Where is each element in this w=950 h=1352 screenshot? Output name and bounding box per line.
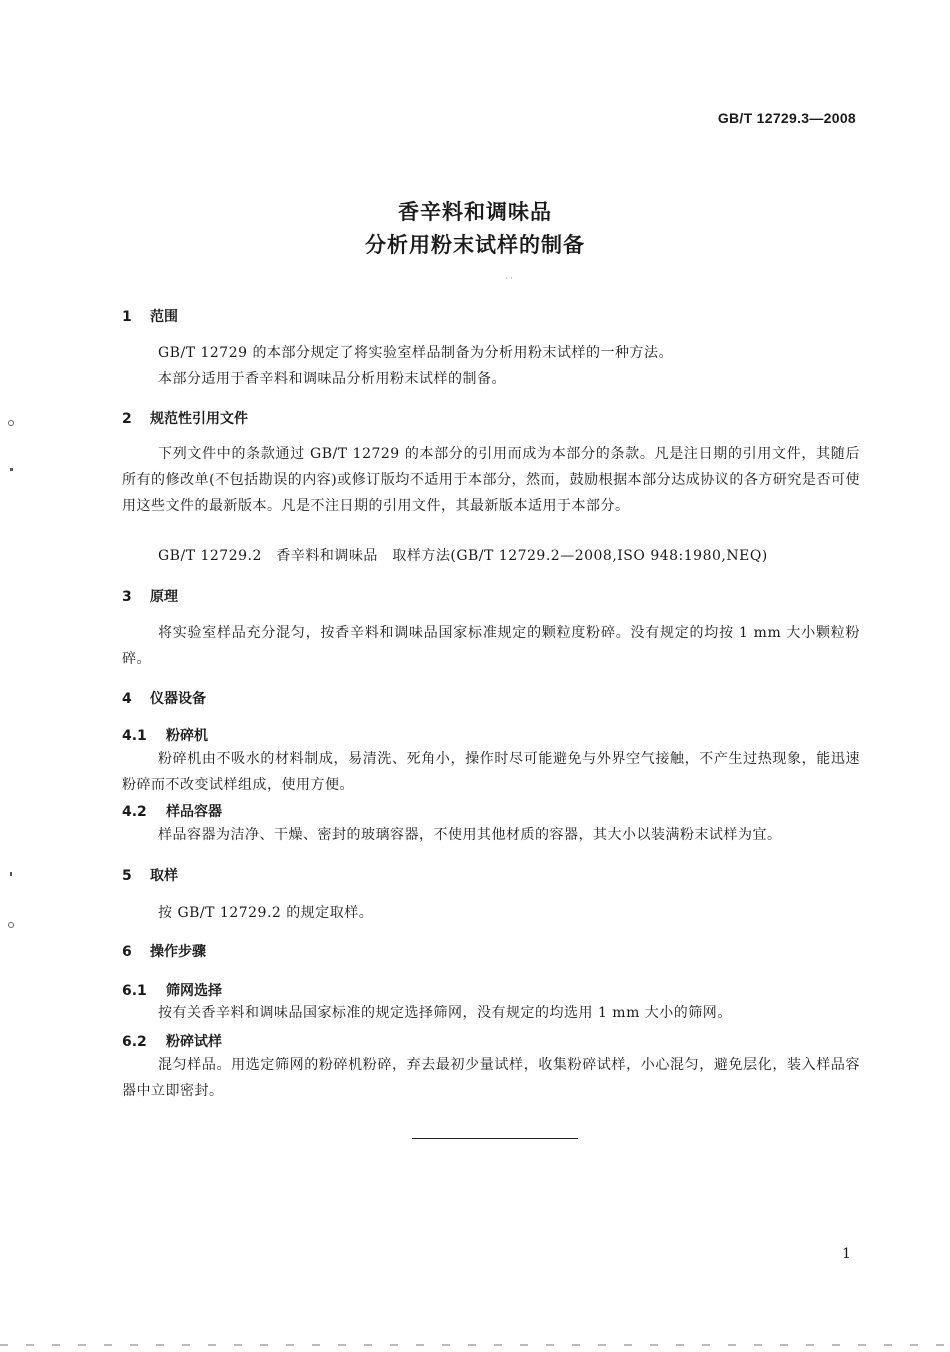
document-title-line2: 分析用粉末试样的制备: [365, 233, 585, 257]
section-6-2-para: 混匀样品。用选定筛网的粉碎机粉碎，弃去最初少量试样，收集粉碎试样，小心混匀，避免层化，装入样品容器中立即密封。: [122, 1057, 860, 1099]
section-number: 6: [122, 944, 132, 960]
section-number: 1: [122, 309, 132, 325]
section-title: 取样: [150, 868, 178, 884]
subsection-title: 样品容器: [166, 804, 222, 820]
subsection-number: 6.2: [122, 1034, 147, 1050]
section-6-1-heading: [122, 980, 222, 1000]
subsection-number: 4.2: [122, 804, 147, 820]
section-3-para-1: 将实验室样品充分混匀，按香辛料和调味品国家标准规定的颗粒度粉碎。没有规定的均按 1 mm 大小颗粒粉碎。: [122, 625, 860, 667]
section-number: 5: [122, 868, 132, 884]
section-4-2-heading: [122, 801, 222, 821]
section-4-heading: [122, 688, 206, 708]
section-4-1-para: 粉碎机由不吸水的材料制成，易清洗、死角小，操作时尽可能避免与外界空气接触，不产生过热现象，能迅速粉碎而不改变试样组成，使用方便。: [122, 751, 860, 793]
section-number: 3: [122, 589, 132, 605]
section-4-1-heading: [122, 725, 208, 745]
section-4-2-para: 样品容器为洁净、干燥、密封的玻璃容器，不使用其他材质的容器，其大小以装满粉末试样为宜。: [158, 827, 782, 843]
section-2-heading: [122, 408, 248, 428]
subsection-number: 6.1: [122, 983, 147, 999]
section-3-heading: [122, 586, 178, 606]
subsection-title: 粉碎试样: [166, 1034, 222, 1050]
section-6-2-heading: [122, 1031, 222, 1051]
scan-speck: [8, 420, 14, 426]
section-title: 仪器设备: [150, 691, 206, 707]
end-rule: [412, 1138, 578, 1139]
section-1-heading: [122, 306, 178, 326]
section-6-heading: [122, 941, 206, 961]
scan-edge-noise: [0, 1344, 950, 1346]
scan-speck: [8, 922, 14, 928]
section-5-para-1: 按 GB/T 12729.2 的规定取样。: [158, 905, 374, 921]
section-5-heading: [122, 865, 178, 885]
section-number: 4: [122, 691, 132, 707]
page-number: 1: [842, 1246, 851, 1262]
section-title: 规范性引用文件: [150, 411, 248, 427]
scan-speck: [10, 872, 12, 876]
subsection-title: 筛网选择: [166, 983, 222, 999]
section-title: 范围: [150, 309, 178, 325]
section-1-para-1: GB/T 12729 的本部分规定了将实验室样品制备为分析用粉末试样的一种方法。: [158, 345, 673, 361]
section-1-para-2: 本部分适用于香辛料和调味品分析用粉末试样的制备。: [158, 371, 506, 387]
section-title: 原理: [150, 589, 178, 605]
section-number: 2: [122, 411, 132, 427]
section-6-1-para: 按有关香辛料和调味品国家标准的规定选择筛网，没有规定的均选用 1 mm 大小的筛网。: [158, 1005, 732, 1021]
subsection-number: 4.1: [122, 728, 147, 744]
scan-speck: [10, 468, 13, 471]
subsection-title: 粉碎机: [166, 728, 208, 744]
standard-code: GB/T 12729.3—2008: [717, 110, 856, 126]
document-title-line1: 香辛料和调味品: [398, 200, 552, 224]
section-2-para-1: 下列文件中的条款通过 GB/T 12729 的本部分的引用而成为本部分的条款。凡是注日期的引用文件，其随后所有的修改单(不包括勘误的内容)或修订版均不适用于本部分，然而，鼓励根据本部分达成协议的各方研究是否可使用这些文件的最新版本。凡是不注日期的引用文件，其最新版本适用于本部分。: [122, 446, 860, 514]
scan-specks: · ·: [505, 274, 513, 283]
section-title: 操作步骤: [150, 944, 206, 960]
section-2-reference: GB/T 12729.2 香辛料和调味品 取样方法(GB/T 12729.2—2008,ISO 948:1980,NEQ): [158, 548, 768, 564]
